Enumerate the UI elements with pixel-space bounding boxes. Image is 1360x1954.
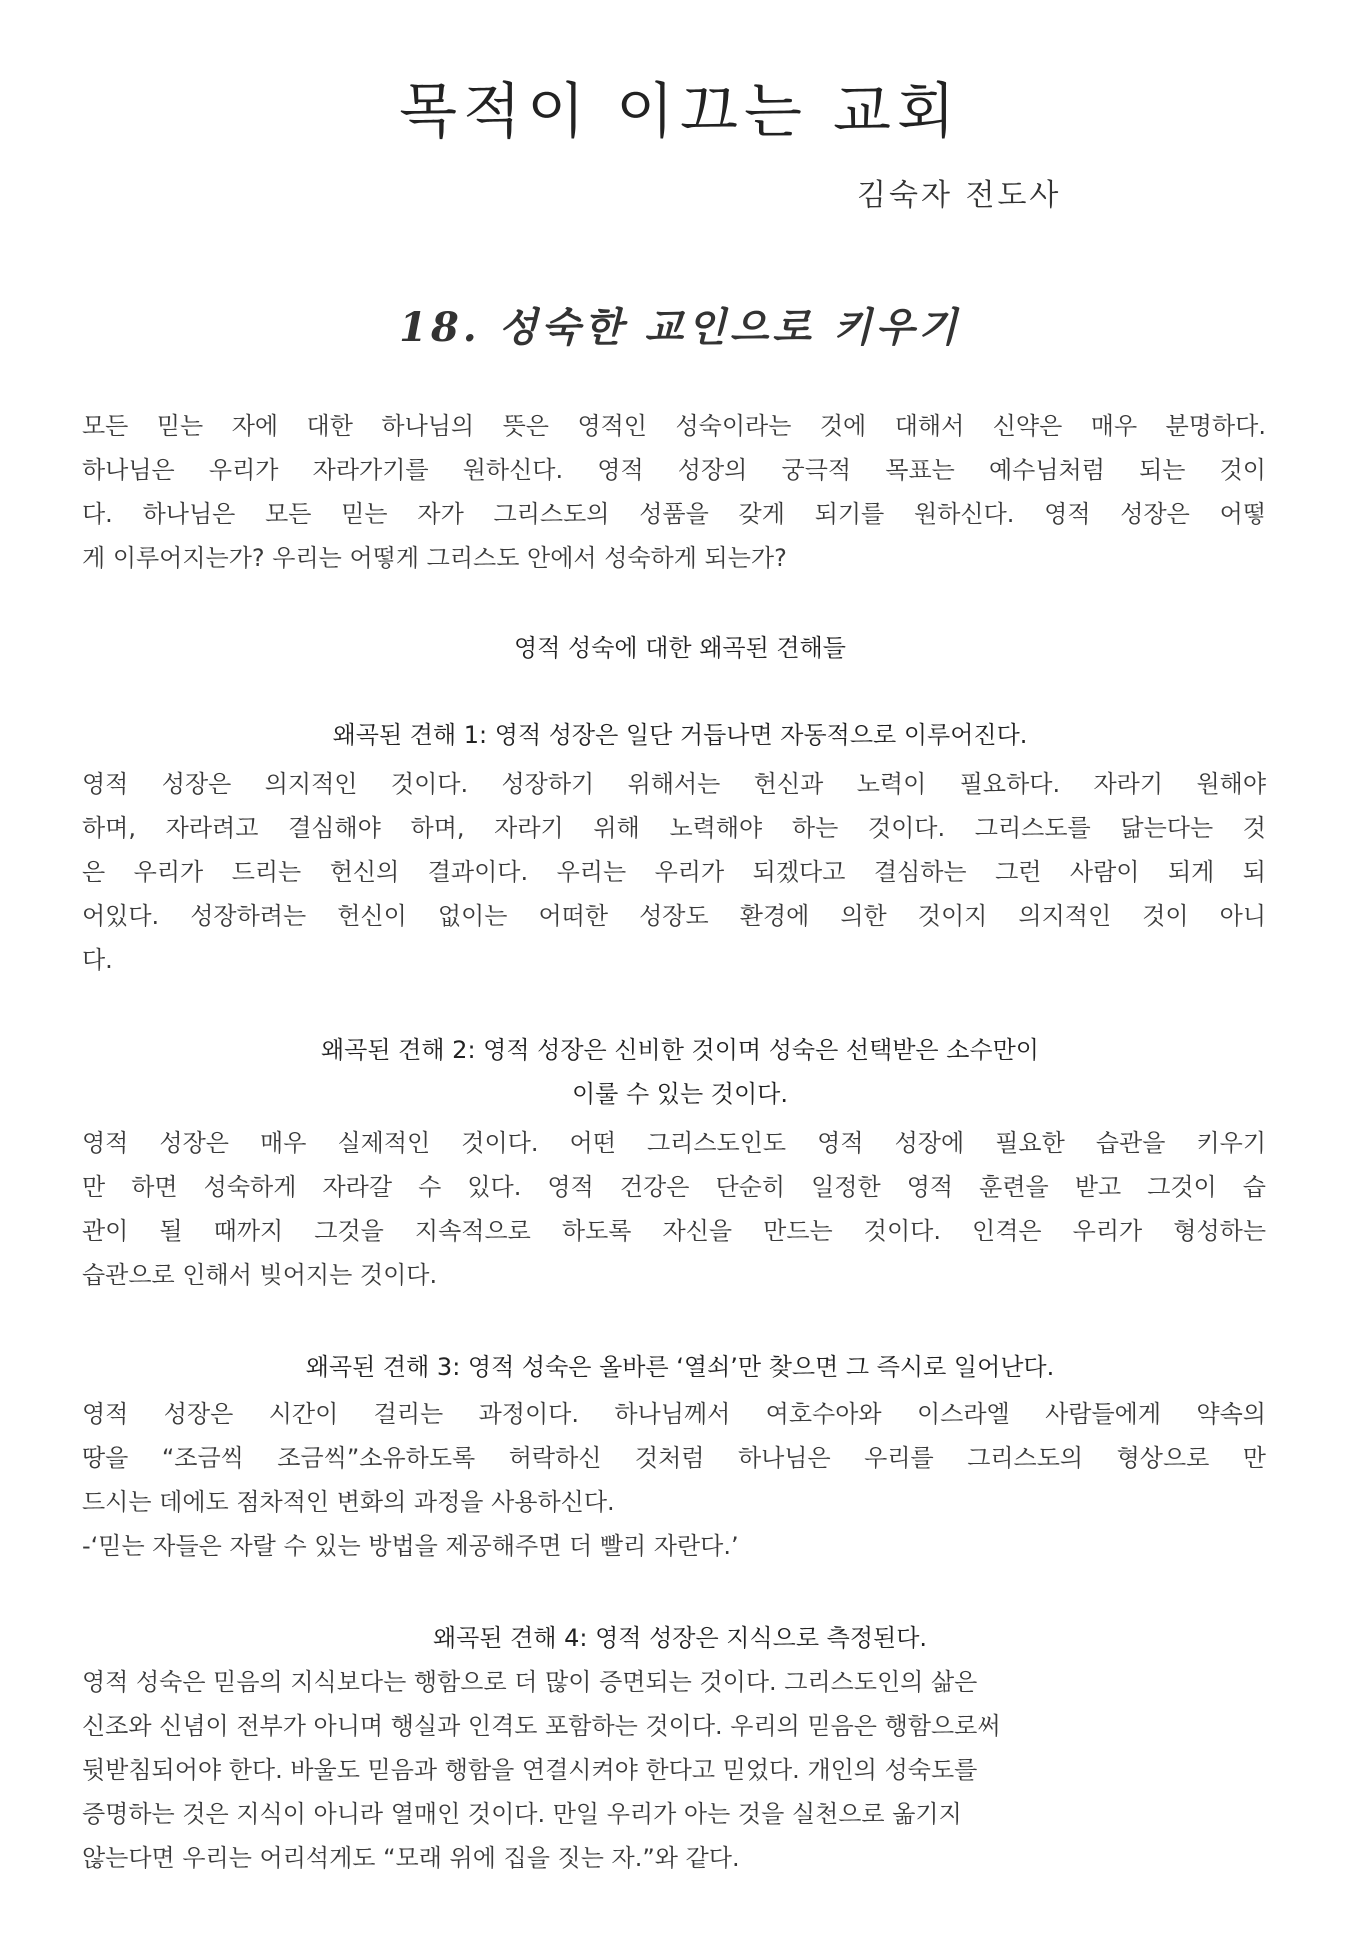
- text-line: 영적 성장은 시간이 걸리는 과정이다. 하나님께서 여호수아와 이스라엘 사람들에게 약속의: [82, 1400, 1266, 1428]
- text-line: 하나님은 우리가 자라가기를 원하신다. 영적 성장의 궁극적 목표는 예수님처럼 되는 것이: [82, 456, 1266, 484]
- text-line: 드시는 데에도 점차적인 변화의 과정을 사용하신다.: [82, 1488, 615, 1516]
- text-line: 모든 믿는 자에 대한 하나님의 뜻은 영적인 성숙이라는 것에 대해서 신약은 매우 분명하다.: [82, 412, 1266, 440]
- text-line: 다.: [82, 946, 113, 974]
- view-2-heading-cont: 이룰 수 있는 것이다.: [572, 1080, 788, 1108]
- text-line: 관이 될 때까지 그것을 지속적으로 하도록 자신을 만드는 것이다. 인격은 우리가 형성하는: [82, 1217, 1266, 1245]
- chapter-title: 18. 성숙한 교인으로 키우기: [399, 304, 961, 351]
- section-heading: 영적 성숙에 대한 왜곡된 견해들: [514, 634, 846, 662]
- author: 김숙자 전도사: [857, 178, 1062, 213]
- view-4-body: [82, 1660, 1232, 1880]
- text-line: 땅을 “조금씩 조금씩”소유하도록 허락하신 것처럼 하나님은 우리를 그리스도의 형상으로 만: [82, 1444, 1266, 1472]
- view-2-body: [82, 1121, 1266, 1297]
- view-2-heading: 왜곡된 견해 2: 영적 성장은 신비한 것이며 성숙은 선택받은 소수만이: [321, 1036, 1039, 1064]
- document-title: 목적이 이끄는 교회: [399, 77, 961, 147]
- text-line: 영적 성장은 매우 실제적인 것이다. 어떤 그리스도인도 영적 성장에 필요한 습관을 키우기: [82, 1129, 1266, 1157]
- view-4-heading: 왜곡된 견해 4: 영적 성장은 지식으로 측정된다.: [432, 1624, 928, 1652]
- text-line: 영적 성장은 의지적인 것이다. 성장하기 위해서는 헌신과 노력이 필요하다. 자라기 원해야: [82, 770, 1266, 798]
- view-3-heading: 왜곡된 견해 3: 영적 성숙은 올바른 ‘열쇠’만 찾으면 그 즉시로 일어난다.: [305, 1353, 1055, 1381]
- text-line: 만 하면 성숙하게 자라갈 수 있다. 영적 건강은 단순히 일정한 영적 훈련을 받고 그것이 습: [82, 1173, 1266, 1201]
- view-1-heading: 왜곡된 견해 1: 영적 성장은 일단 거듭나면 자동적으로 이루어진다.: [332, 721, 1028, 749]
- text-line: 어있다. 성장하려는 헌신이 없이는 어떠한 성장도 환경에 의한 것이지 의지적인 것이 아니: [82, 902, 1266, 930]
- text-line: 영적 성숙은 믿음의 지식보다는 행함으로 더 많이 증면되는 것이다. 그리스도인의 삶은: [82, 1668, 978, 1696]
- text-line: 하며, 자라려고 결심해야 하며, 자라기 위해 노력해야 하는 것이다. 그리스도를 닮는다는 것: [82, 814, 1266, 842]
- view-1-body: [82, 762, 1266, 982]
- text-line: 증명하는 것은 지식이 아니라 열매인 것이다. 만일 우리가 아는 것을 실천으로 옮기지: [82, 1800, 962, 1828]
- text-line: 습관으로 인해서 빚어지는 것이다.: [82, 1261, 438, 1289]
- text-line: 않는다면 우리는 어리석게도 “모래 위에 집을 짓는 자.”와 같다.: [82, 1844, 740, 1872]
- text-line: -‘믿는 자들은 자랄 수 있는 방법을 제공해주면 더 빨리 자란다.’: [82, 1532, 739, 1560]
- view-3-body: [82, 1392, 1266, 1568]
- intro-paragraph: [82, 404, 1266, 580]
- text-line: 은 우리가 드리는 헌신의 결과이다. 우리는 우리가 되겠다고 결심하는 그런 사람이 되게 되: [82, 858, 1266, 886]
- text-line: 뒷받침되어야 한다. 바울도 믿음과 행함을 연결시켜야 한다고 믿었다. 개인의 성숙도를: [82, 1756, 978, 1784]
- text-line: 다. 하나님은 모든 믿는 자가 그리스도의 성품을 갖게 되기를 원하신다. 영적 성장은 어떻: [82, 500, 1266, 528]
- text-line: 게 이루어지는가? 우리는 어떻게 그리스도 안에서 성숙하게 되는가?: [82, 544, 787, 572]
- text-line: 신조와 신념이 전부가 아니며 행실과 인격도 포함하는 것이다. 우리의 믿음은 행함으로써: [82, 1712, 1001, 1740]
